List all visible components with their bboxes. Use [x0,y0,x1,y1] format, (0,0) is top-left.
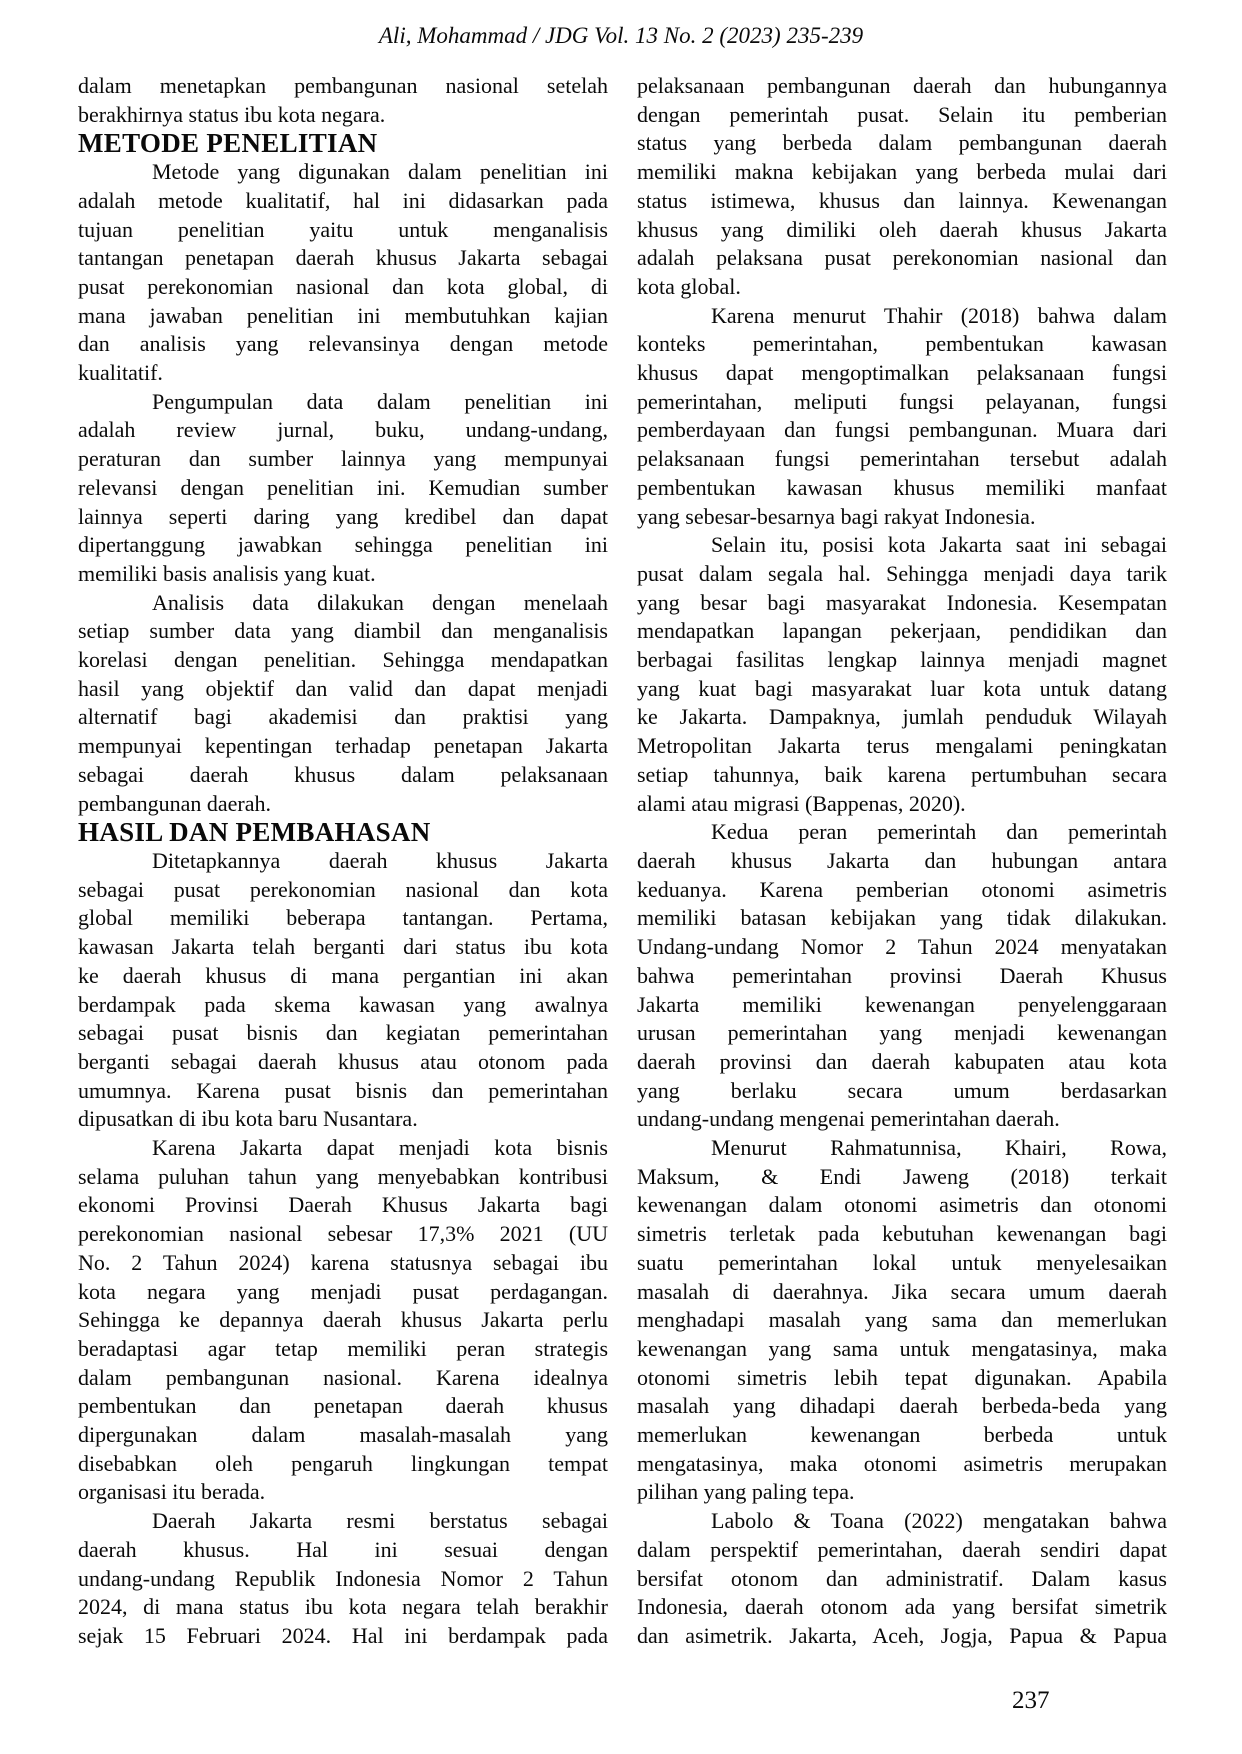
paragraph-right-3 [637,818,1167,1134]
text-line: mempunyai kepentingan terhadap penetapan Jakarta [78,733,608,759]
text-line: adalah metode kualitatif, hal ini didasarkan pada [78,187,608,213]
text-line: undang-undang Republik Indonesia Nomor 2 Tahun [78,1565,608,1591]
text-line: alternatif bagi akademisi dan praktisi yang [78,704,608,730]
text-line: kualitatif. [78,360,163,386]
text-line: Ditetapkannya daerah khusus Jakarta [152,847,608,873]
text-line: berganti sebagai daerah khusus atau otonom pada [78,1048,608,1074]
paragraph-right-0 [637,72,1167,302]
text-line: yang berlaku secara umum berdasarkan [637,1077,1167,1103]
text-line: masalah yang dihadapi daerah berbeda-beda yang [637,1393,1167,1419]
text-line: khusus yang dimiliki oleh daerah khusus Jakarta [637,216,1167,242]
text-line: hasil yang objektif dan valid dan dapat menjadi [78,675,608,701]
text-line: dan asimetrik. Jakarta, Aceh, Jogja, Papua & Papua [637,1622,1167,1648]
text-line: urusan pemerintahan yang menjadi kewenangan [637,1020,1167,1046]
text-line: global memiliki beberapa tantangan. Pertama, [78,905,608,931]
two-column-body [78,72,1167,1651]
text-line: sejak 15 Februari 2024. Hal ini berdampak pada [78,1622,608,1648]
text-line: Jakarta memiliki kewenangan penyelenggaraan [637,991,1167,1017]
text-line: memiliki basis analisis yang kuat. [78,560,376,586]
text-line: pemberdayaan dan fungsi pembangunan. Muara dari [637,417,1167,443]
text-line: setiap sumber data yang diambil dan menganalisis [78,618,608,644]
text-line: khusus dapat mengoptimalkan pelaksanaan fungsi [637,360,1167,386]
text-line: lainnya seperti daring yang kredibel dan dapat [78,503,608,529]
text-line: dipusatkan di ibu kota baru Nusantara. [78,1106,418,1132]
text-line: kawasan Jakarta telah berganti dari status ibu kota [78,934,608,960]
text-line: suatu pemerintahan lokal untuk menyelesaikan [637,1249,1167,1275]
text-line: Maksum, & Endi Jaweng (2018) terkait [637,1163,1167,1189]
text-line: peraturan dan sumber lainnya yang mempunyai [78,446,608,472]
section-heading-left-5 [78,818,608,847]
text-line: pilihan yang paling tepa. [637,1479,855,1505]
right-column [637,72,1167,1651]
text-line: Metropolitan Jakarta terus mengalami peningkatan [637,733,1167,759]
text-line: ke Jakarta. Dampaknya, jumlah penduduk Wilayah [637,704,1167,730]
paragraph-right-4 [637,1134,1167,1507]
text-line: dengan pemerintah pusat. Selain itu pemberian [637,101,1167,127]
text-line: memiliki makna kebijakan yang berbeda mulai dari [637,159,1167,185]
text-line: pemerintahan, meliputi fungsi pelayanan, fungsi [637,388,1167,414]
text-line: Menurut Rahmatunnisa, Khairi, Rowa, [711,1135,1167,1161]
text-line: relevansi dengan penelitian ini. Kemudian sumber [78,474,608,500]
text-line: status yang berbeda dalam pembangunan daerah [637,130,1167,156]
text-line: setiap tahunnya, baik karena pertumbuhan secara [637,761,1167,787]
text-line: beradaptasi agar tetap memiliki peran strategis [78,1335,608,1361]
text-line: kewenangan dalam otonomi asimetris dan otonomi [637,1192,1167,1218]
text-line: yang kuat bagi masyarakat luar kota untuk datang [637,675,1167,701]
paragraph-right-5 [637,1507,1167,1651]
text-line: daerah provinsi dan daerah kabupaten atau kota [637,1048,1167,1074]
text-line: organisasi itu berada. [78,1479,266,1505]
text-line: Selain itu, posisi kota Jakarta saat ini sebagai [711,532,1167,558]
text-line: mana jawaban penelitian ini membutuhkan kajian [78,302,608,328]
text-line: pelaksanaan pembangunan daerah dan hubungannya [637,73,1167,98]
text-line: berdampak pada skema kawasan yang awalnya [78,991,608,1017]
text-line: mengatasinya, maka otonomi asimetris merupakan [637,1450,1167,1476]
text-line: daerah khusus. Hal ini sesuai dengan [78,1536,608,1562]
text-line: Kedua peran pemerintah dan pemerintah [711,819,1167,845]
text-line: keduanya. Karena pemberian otonomi asimetris [637,876,1167,902]
text-line: ke daerah khusus di mana pergantian ini akan [78,962,608,988]
page-number: 237 [1012,1687,1050,1714]
text-line: HASIL DAN PEMBAHASAN [78,817,431,848]
paragraph-left-2 [78,158,608,388]
paragraph-right-2 [637,531,1167,818]
text-line: dipergunakan dalam masalah-masalah yang [78,1422,608,1448]
text-line: dalam pembangunan nasional. Karena idealnya [78,1364,608,1390]
text-line: masalah di daerahnya. Jika secara umum daerah [637,1278,1167,1304]
text-line: Karena Jakarta dapat menjadi kota bisnis [152,1135,608,1161]
text-line: perekonomian nasional sebesar 17,3% 2021 (UU [78,1221,608,1247]
text-line: Karena menurut Thahir (2018) bahwa dalam [711,302,1167,328]
text-line: dipertanggung jawabkan sehingga penelitian ini [78,532,608,558]
text-line: No. 2 Tahun 2024) karena statusnya sebagai ibu [78,1249,608,1275]
text-line: disebabkan oleh pengaruh lingkungan tempat [78,1450,608,1476]
text-line: umumnya. Karena pusat bisnis dan pemerintahan [78,1077,608,1103]
paragraph-left-7 [78,1134,608,1507]
text-line: bahwa pemerintahan provinsi Daerah Khusus [637,962,1167,988]
text-line: yang sebesar-besarnya bagi rakyat Indonesia. [637,503,1036,529]
paragraph-right-1 [637,302,1167,532]
text-line: Undang-undang Nomor 2 Tahun 2024 menyatakan [637,934,1167,960]
text-line: berakhirnya status ibu kota negara. [78,101,386,127]
text-line: berbagai fasilitas lengkap lainnya menjadi magnet [637,647,1167,673]
text-line: pelaksanaan fungsi pemerintahan tersebut adalah [637,446,1167,472]
text-line: yang besar bagi masyarakat Indonesia. Kesempatan [637,589,1167,615]
text-line: alami atau migrasi (Bappenas, 2020). [637,790,966,816]
text-line: pusat dalam segala hal. Sehingga menjadi daya tarik [637,560,1167,586]
text-line: Sehingga ke depannya daerah khusus Jakarta perlu [78,1307,608,1333]
text-line: Labolo & Toana (2022) mengatakan bahwa [711,1508,1167,1534]
text-line: menghadapi masalah yang sama dan memerlukan [637,1307,1167,1333]
text-line: Pengumpulan data dalam penelitian ini [152,388,608,414]
text-line: sebagai daerah khusus dalam pelaksanaan [78,761,608,787]
text-line: tantangan penetapan daerah khusus Jakarta sebagai [78,245,608,271]
text-line: kota negara yang menjadi pusat perdagangan. [78,1278,608,1304]
text-line: bersifat otonom dan administratif. Dalam kasus [637,1565,1167,1591]
running-head-citation: Ali, Mohammad / JDG Vol. 13 No. 2 (2023) 235-239 [378,23,864,48]
text-line: korelasi dengan penelitian. Sehingga mendapatkan [78,647,608,673]
text-line: simetris terletak pada kebutuhan kewenangan bagi [637,1221,1167,1247]
text-line: status istimewa, khusus dan lainnya. Kewenangan [637,187,1167,213]
text-line: pembentukan dan penetapan daerah khusus [78,1393,608,1419]
text-line: Analisis data dilakukan dengan menelaah [152,589,608,615]
text-line: memerlukan kewenangan berbeda untuk [637,1422,1167,1448]
paragraph-left-4 [78,589,608,819]
text-line: Metode yang digunakan dalam penelitian ini [152,159,608,185]
section-heading-left-1 [78,129,608,158]
text-line: METODE PENELITIAN [78,128,378,159]
text-line: adalah pelaksana pusat perekonomian nasional dan [637,245,1167,271]
text-line: kewenangan yang sama untuk mengatasinya, maka [637,1335,1167,1361]
paragraph-left-8 [78,1507,608,1651]
text-line: dan analisis yang relevansinya dengan metode [78,331,608,357]
text-line: pembangunan daerah. [78,790,272,816]
text-line: pusat perekonomian nasional dan kota global, di [78,273,608,299]
text-line: dalam perspektif pemerintahan, daerah sendiri dapat [637,1536,1167,1562]
text-line: Daerah Jakarta resmi berstatus sebagai [152,1508,608,1534]
text-line: undang-undang mengenai pemerintahan daerah. [637,1106,1060,1132]
text-line: konteks pemerintahan, pembentukan kawasan [637,331,1167,357]
paragraph-left-0 [78,72,608,129]
text-line: 2024, di mana status ibu kota negara telah berakhir [78,1594,608,1620]
paragraph-left-3 [78,388,608,589]
text-line: dalam menetapkan pembangunan nasional setelah [78,73,608,98]
text-line: Indonesia, daerah otonom ada yang bersifat simetrik [637,1594,1167,1620]
text-line: daerah khusus Jakarta dan hubungan antara [637,847,1167,873]
text-line: ekonomi Provinsi Daerah Khusus Jakarta bagi [78,1192,608,1218]
paragraph-left-6 [78,847,608,1134]
text-line: sebagai pusat perekonomian nasional dan kota [78,876,608,902]
left-column [78,72,608,1651]
text-line: selama puluhan tahun yang menyebabkan kontribusi [78,1163,608,1189]
text-line: memiliki batasan kebijakan yang tidak dilakukan. [637,905,1167,931]
text-line: tujuan penelitian yaitu untuk menganalisis [78,216,608,242]
text-line: sebagai pusat bisnis dan kegiatan pemerintahan [78,1020,608,1046]
text-line: kota global. [637,273,741,299]
text-line: adalah review jurnal, buku, undang-undang, [78,417,608,443]
text-line: pembentukan kawasan khusus memiliki manfaat [637,474,1167,500]
text-line: otonomi simetris lebih tepat digunakan. Apabila [637,1364,1167,1390]
text-line: mendapatkan lapangan pekerjaan, pendidikan dan [637,618,1167,644]
